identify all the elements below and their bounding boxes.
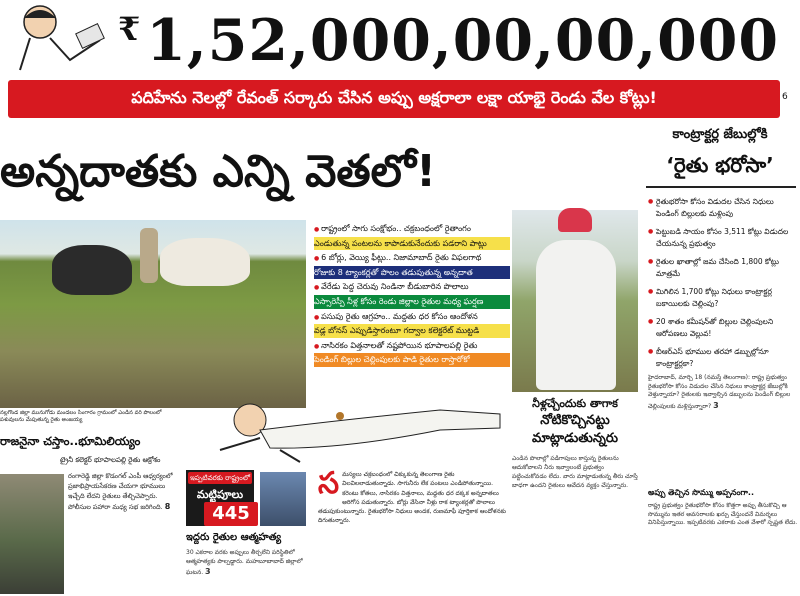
list-item: ● 6 బోర్లు, వెయ్యి ఫీట్లు.. నిజామాబాద్ రైతు విఫలగాథ	[314, 251, 510, 265]
farmer-figure	[140, 228, 158, 283]
side-article-text: హైదరాబాద్, మార్చి 18 (నమస్తే తెలంగాణ): రాష్ట్ర ప్రభుత్వం రైతుభరోసా కోసం విడుదల చేసిన నిధులు కాంట్రాక్టర్ల జేబుల్లోకి వెళ్తున్నాయా? రైతులకు ఇవ్వాల్సిన డబ్బులను పెండింగ్ బిల్లుల చెల్లింపులకు మళ్లిస్తున్నారా?	[648, 374, 791, 411]
page-reference: 3	[205, 567, 211, 576]
list-item: పెండింగ్ బిల్లుల చెల్లింపులకు పాడి రైతుల రాస్తారోకో	[314, 353, 510, 367]
page-reference: 6	[782, 92, 788, 102]
page-reference: 3	[713, 401, 719, 411]
white-cow	[160, 238, 250, 286]
land-protest-body	[68, 472, 182, 592]
collapsed-farmer-cartoon	[190, 390, 510, 468]
list-item: ● వేరేడు పెద్ద చెరువు నిండినా బీడుబారిన పొలాలు	[314, 280, 510, 294]
protest-photo	[0, 474, 64, 594]
victim-photo	[260, 472, 306, 526]
loan-amount-headline	[118, 4, 794, 76]
suicides-subhead: ఇద్దరు రైతుల ఆత్మహత్య	[186, 532, 282, 543]
suicides-title: మట్టిపూలు	[196, 488, 244, 501]
farmer-quote	[512, 396, 638, 452]
list-item: ● రైతుల ఖాతాల్లో జమ చేసింది 1,800 కోట్లు మాత్రమే	[648, 256, 798, 280]
land-protest-subhead: ట్రైనీ కలెక్టర్ భూపాలపల్లి రైతు ఆక్రోశం	[60, 456, 161, 464]
side-highlights	[648, 196, 798, 368]
list-item: ఎండుతున్న పంటలను కాపాడుకునేందుకు పడరాని పాట్లు	[314, 237, 510, 251]
list-item: ● 20 శాతం కమీషన్‌తో బిల్లుల చెల్లింపులని ఆరోపణలు వెల్లువ!	[648, 316, 798, 340]
quote-article-body: ఎండిన పొలాల్లో పడిగాపులు కాస్తున్న రైతులను ఆదుకోవాలని నీరు ఇవ్వాలంటే ప్రభుత్వం పట్టించుకోవడం లేదు. వారు మాట్లాడుతున్న తీరు చూస్తే బాధగా ఉందని రైతులు ఆవేదన వ్యక్తం చేస్తున్నారు.	[512, 455, 638, 489]
caricature-drawing	[0, 0, 112, 74]
list-item: ● రాష్ట్రంలో సాగు సంక్షోభం.. చక్రబంధంలో రైతాంగం	[314, 222, 510, 236]
divider	[646, 186, 796, 188]
list-item: ● రైతుభరోసా కోసం విడుదల చేసిన నిధులు పెండింగ్ బిల్లులకు మళ్లింపు	[648, 196, 798, 220]
list-item: ● పసుపు రైతు ఆగ్రహం.. మద్దతు ధర కోసం ఆందోళన	[314, 310, 510, 324]
turban	[558, 208, 592, 232]
list-item: ● బీఆర్ఎస్ భూముల తరహా డబ్బుల్లోనూ కాంట్రాక్టర్లకా?	[648, 346, 798, 370]
suicides-body	[186, 548, 308, 592]
suicides-label: ఇప్పటివరకు రాష్ట్రంలో	[189, 474, 251, 482]
list-item: ● మిగిలిన 1,700 కోట్లు నిధులు కాంట్రాక్టర్ల బకాయిలకు చెల్లింపు?	[648, 286, 798, 310]
side-article-body-2: రాష్ట్ర ప్రభుత్వం రైతుభరోసా కోసం కొత్తగా అప్పు తీసుకొచ్చి ఆ సొమ్మును ఇతర అవసరాలకు ఖర్చు చేస్తుందనే విమర్శలు వినిపిస్తున్నాయి. ఇప్పటివరకు ఎకరాకు ఎంత వేశారో స్పష్టత లేదు.	[648, 502, 798, 527]
debt-banner-text: పదిహేను నెలల్లో రేవంత్ సర్కారు చేసిన అప్పు అక్షరాలా లక్షా యాభై రెండు వేల కోట్లు!	[131, 87, 657, 107]
loan-amount: 1,52,000,00,00,000	[146, 6, 780, 74]
quote-line: నోటికొచ్చినట్టు	[540, 413, 610, 428]
black-cow	[52, 245, 132, 295]
quote-line: మాట్లాడుతున్నరు	[531, 431, 619, 446]
list-item: రోజుకు 8 ట్యాంకర్లతో పొలం తడుపుతున్న అన్నదాత	[314, 266, 510, 280]
list-item: ● పెట్టుబడి సాయం కోసం 3,511 కోట్లు విడుదల చేయనున్న ప్రభుత్వం	[648, 226, 798, 250]
suicides-count: 445	[204, 502, 258, 526]
side-subhead: అప్పు తెచ్చిన సొమ్ము అప్పనంగా..	[648, 488, 755, 497]
main-article-body	[318, 470, 508, 592]
suicides-text: 30 ఎకరాల వరకు అప్పులు తీర్చలేని పరిస్థితిలో ఆత్మహత్యకు పాల్పడ్డారు. మహబూబాబాద్ జిల్లాలో ఘటన.	[186, 549, 303, 576]
caricature-illustration	[0, 0, 112, 74]
highlights-list	[314, 222, 510, 382]
debt-banner	[8, 80, 780, 118]
main-article-text: మస్యలు చక్రబంధంలో చిక్కుకున్న తెలంగాణ రైతు విలవిలలాడుతున్నాడు. సాగునీరు లేక పంటలు ఎండిపోతున్నాయి. కరెంటు కోతలు, నాసిరకం విత్తనాలు, మద్దతు ధర దక్కక అన్నదాతలు అరిగోస పడుతున్నారు. బోర్లు వేసినా నీళ్లు రాక ట్యాంకర్లతో పొలాలు తడుపుకుంటున్నారు. రైతుభరోసా నిధులు అందక, రుణమాఫీ పూర్తికాక ఆందోళనకు దిగుతున్నారు.	[318, 471, 506, 525]
list-item: వడ్ల బోనస్ ఎప్పుడిస్తారంటూ గద్వాల కలెక్టరేట్ ముట్టడి	[314, 324, 510, 338]
quote-line: నీళ్లచ్చేందుకు తాగాక	[532, 397, 618, 410]
land-protest-headline: రాజనైనా చస్తాం..భూమిలియ్యం	[0, 434, 141, 448]
rupee-symbol: ₹	[118, 10, 141, 48]
side-headline: ‘రైతు భరోసా’	[666, 153, 774, 177]
drop-cap: స	[318, 470, 340, 501]
page-reference: 8	[164, 502, 171, 512]
list-item: ఎస్సారెస్పీ నీళ్ల కోసం రెండు జిల్లాల రైతుల మధ్య ఘర్షణ	[314, 295, 510, 309]
farmer-figure	[536, 240, 616, 390]
photo-caption: నల్లగొండ జిల్లా మునుగోడు మండలం సింగారం గ్రామంలో ఎండిన వరి పొలంలో పశువులను మేపుతున్న రైతు అంజయ్య	[0, 410, 162, 424]
main-headline: అన్నదాతకు ఎన్ని వెతలో!	[0, 146, 437, 197]
side-headline-kicker: కాంట్రాక్టర్ల జేబుల్లోకి	[672, 127, 768, 142]
side-article-body	[648, 374, 798, 484]
list-item: ● నాసిరకం విత్తనాలతో నష్టపోయిన భూపాలపల్లి రైతు	[314, 339, 510, 353]
cartoon-drawing	[190, 390, 510, 468]
land-protest-text: రంగారెడ్డి జిల్లా కొడంగల్ ఎంపీ ఆధ్వర్యంలో ప్రజాభిప్రాయసేకరణ చేయగా భూములు ఇచ్చేది లేదని రైతులు తేల్చిచెప్పారు. పోలీసుల పహారా మధ్య సభ జరిగింది.	[68, 472, 173, 512]
